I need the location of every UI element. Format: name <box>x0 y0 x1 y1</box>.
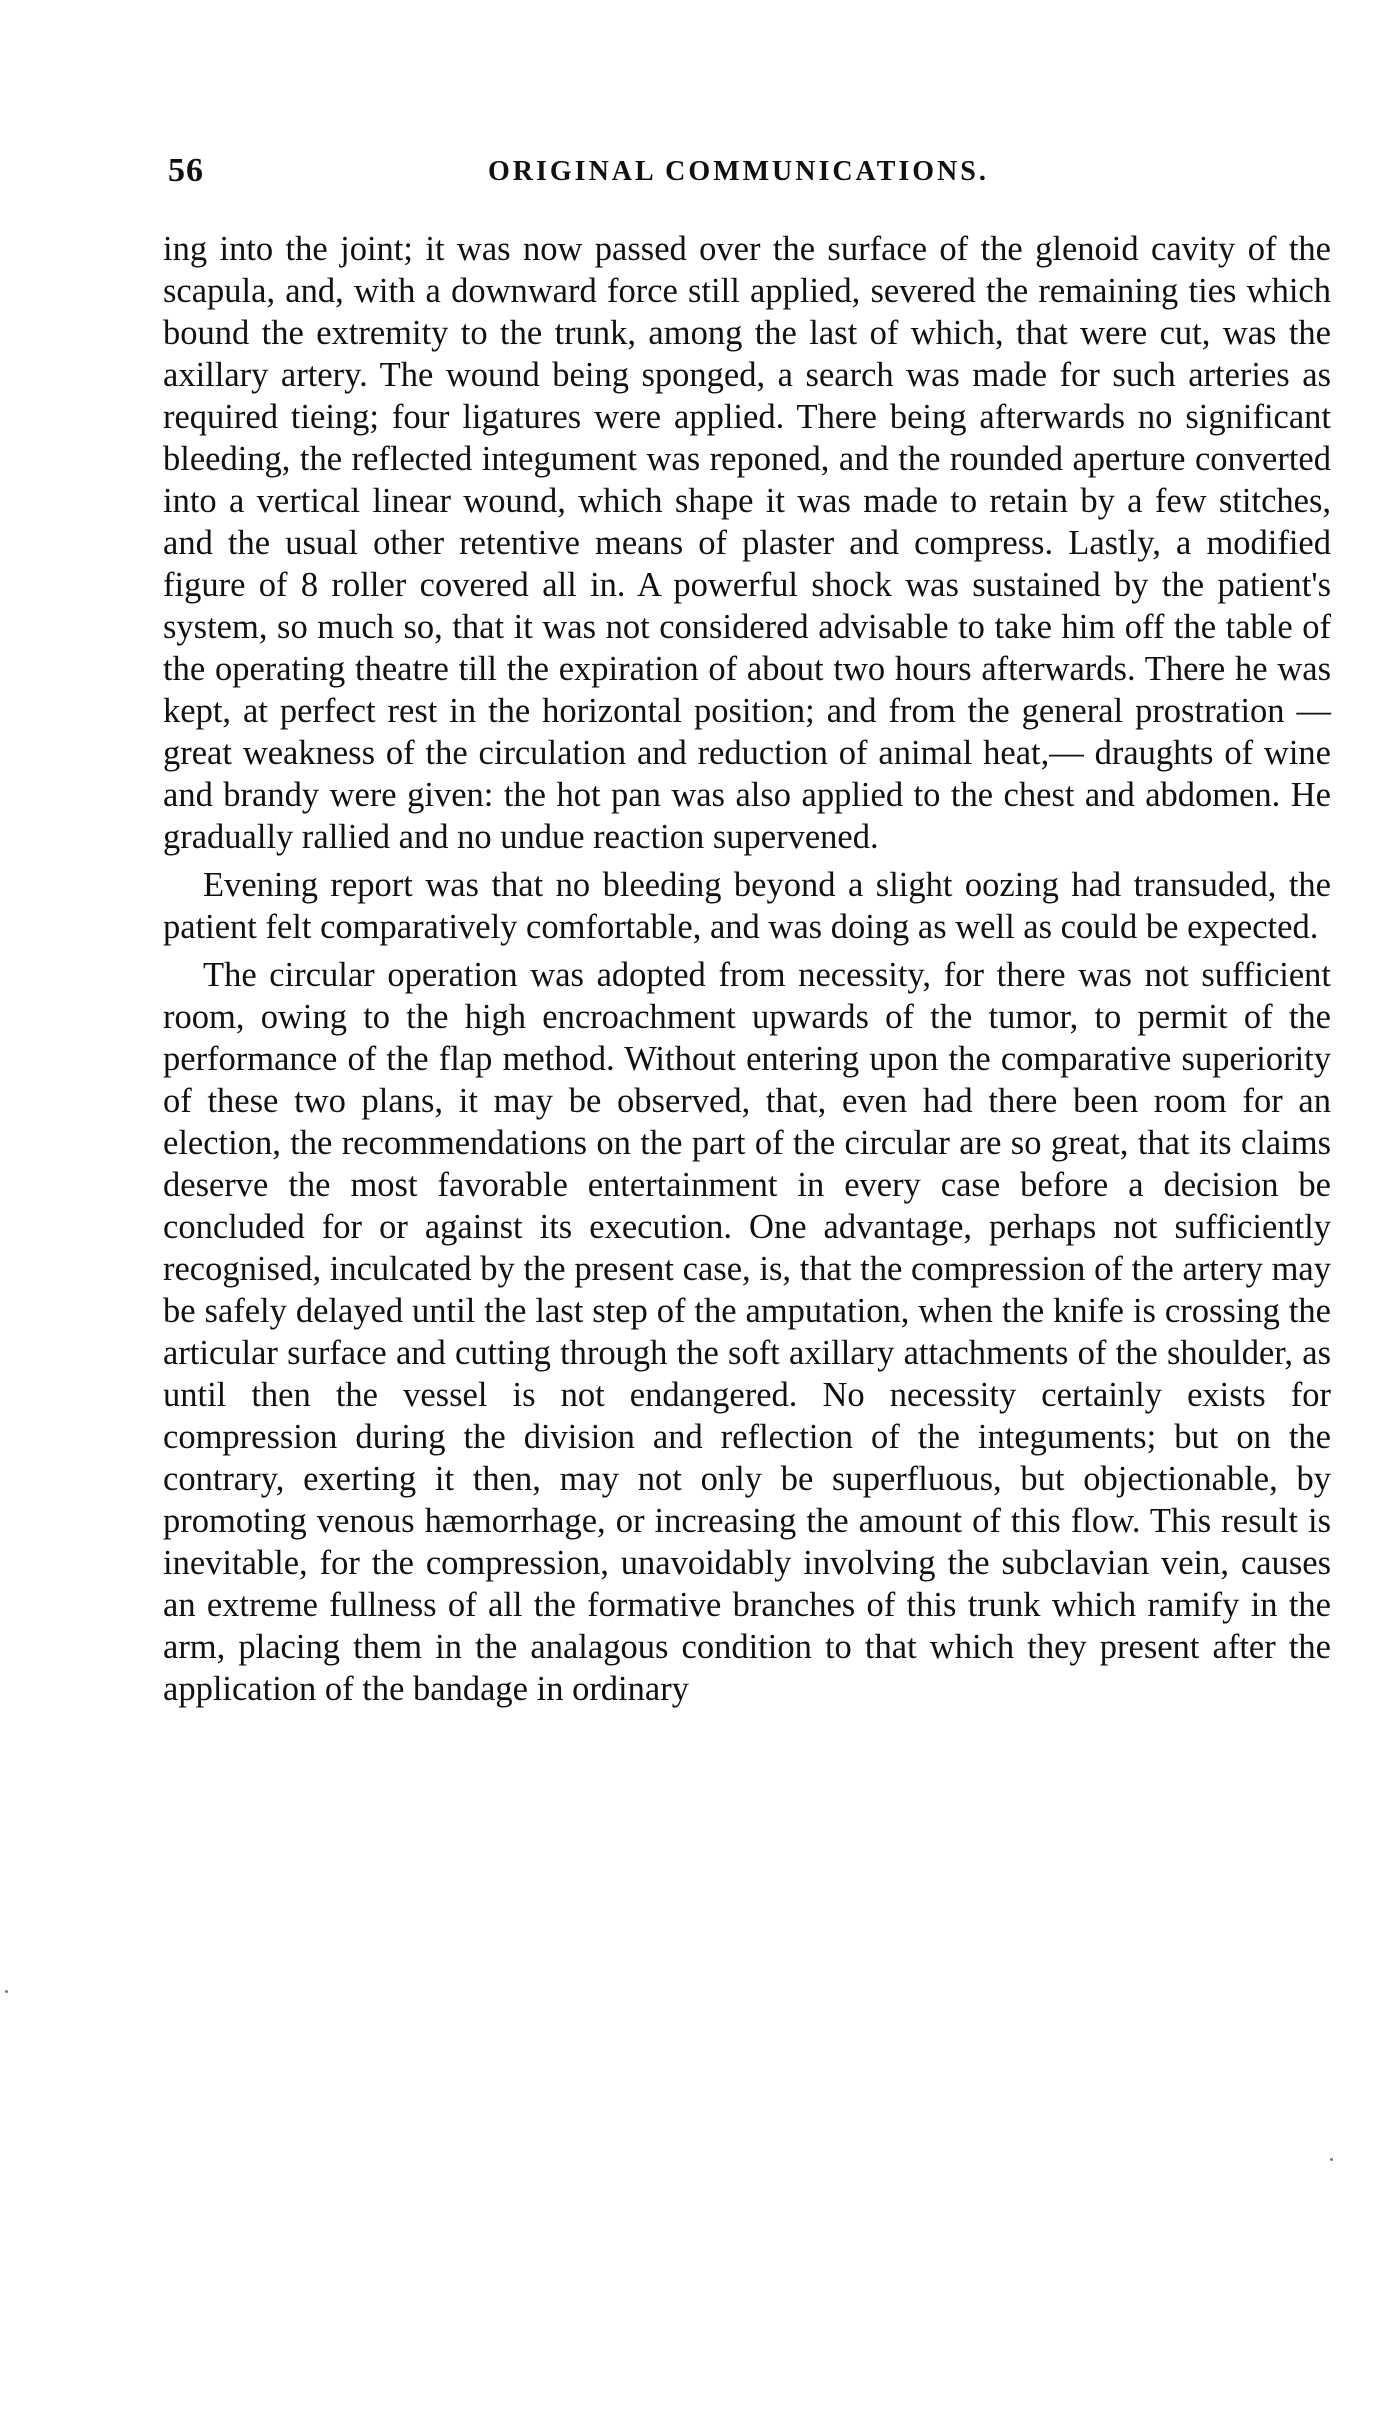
paragraph-evening-report: Evening report was that no bleeding beyond a slight oozing had transuded, the patient felt comparatively comfortable, and was doing as well as could be expected. <box>163 866 1331 946</box>
running-head <box>168 152 1330 192</box>
page-number: 56 <box>168 152 204 189</box>
running-title: ORIGINAL COMMUNICATIONS. <box>488 156 989 187</box>
paragraph-circular-operation: The circular operation was adopted from necessity, for there was not sufficient room, owing to the high encroachment upwards of the tumor, to permit of the performance of the flap method. Without entering upon the comparative superiority of these two plans, it may be observed, that, even had there been room for an election, the recommendations on the part of the circular are so great, that its claims deserve the most favorable entertainment in every case before a decision be concluded for or against its execution. One advantage, perhaps not sufficiently recognised, inculcated by the present case, is, that the compression of the artery may be safely delayed until the last step of the amputation, when the knife is crossing the articular surface and cutting through the soft axillary attachments of the shoulder, as until then the vessel is not endangered. No necessity certainly exists for compression during the division and reflection of the integuments; but on the contrary, exerting it then, may not only be superfluous, but objectionable, by promoting venous hæmorrhage, or increasing the amount of this flow. This result is inevitable, for the compression, unavoidably involving the subclavian vein, causes an extreme fullness of all the formative branches of this trunk which ramify in the arm, placing them in the analagous condition to that which they present after the application of the bandage in ordinary <box>163 956 1331 1708</box>
scan-speck <box>1330 2158 1333 2161</box>
paragraph-continued: ing into the joint; it was now passed over the surface of the glenoid cavity of the scapula, and, with a downward force still applied, severed the remaining ties which bound the extremity to the trunk, among the last of which, that were cut, was the axillary artery. The wound being sponged, a search was made for such arteries as required tieing; four ligatures were applied. There being afterwards no significant bleeding, the reflected integument was reponed, and the rounded aperture converted into a vertical linear wound, which shape it was made to retain by a few stitches, and the usual other retentive means of plaster and compress. Lastly, a modified figure of 8 roller covered all in. A powerful shock was sustained by the patient's system, so much so, that it was not considered advisable to take him off the table of the operating theatre till the expiration of about two hours afterwards. There he was kept, at perfect rest in the horizontal position; and from the general prostration —great weakness of the circulation and reduction of animal heat,— draughts of wine and brandy were given: the hot pan was also applied to the chest and abdomen. He gradually rallied and no undue reaction supervened. <box>163 230 1331 856</box>
text-body <box>163 228 1331 1710</box>
scan-speck <box>5 1990 8 1993</box>
